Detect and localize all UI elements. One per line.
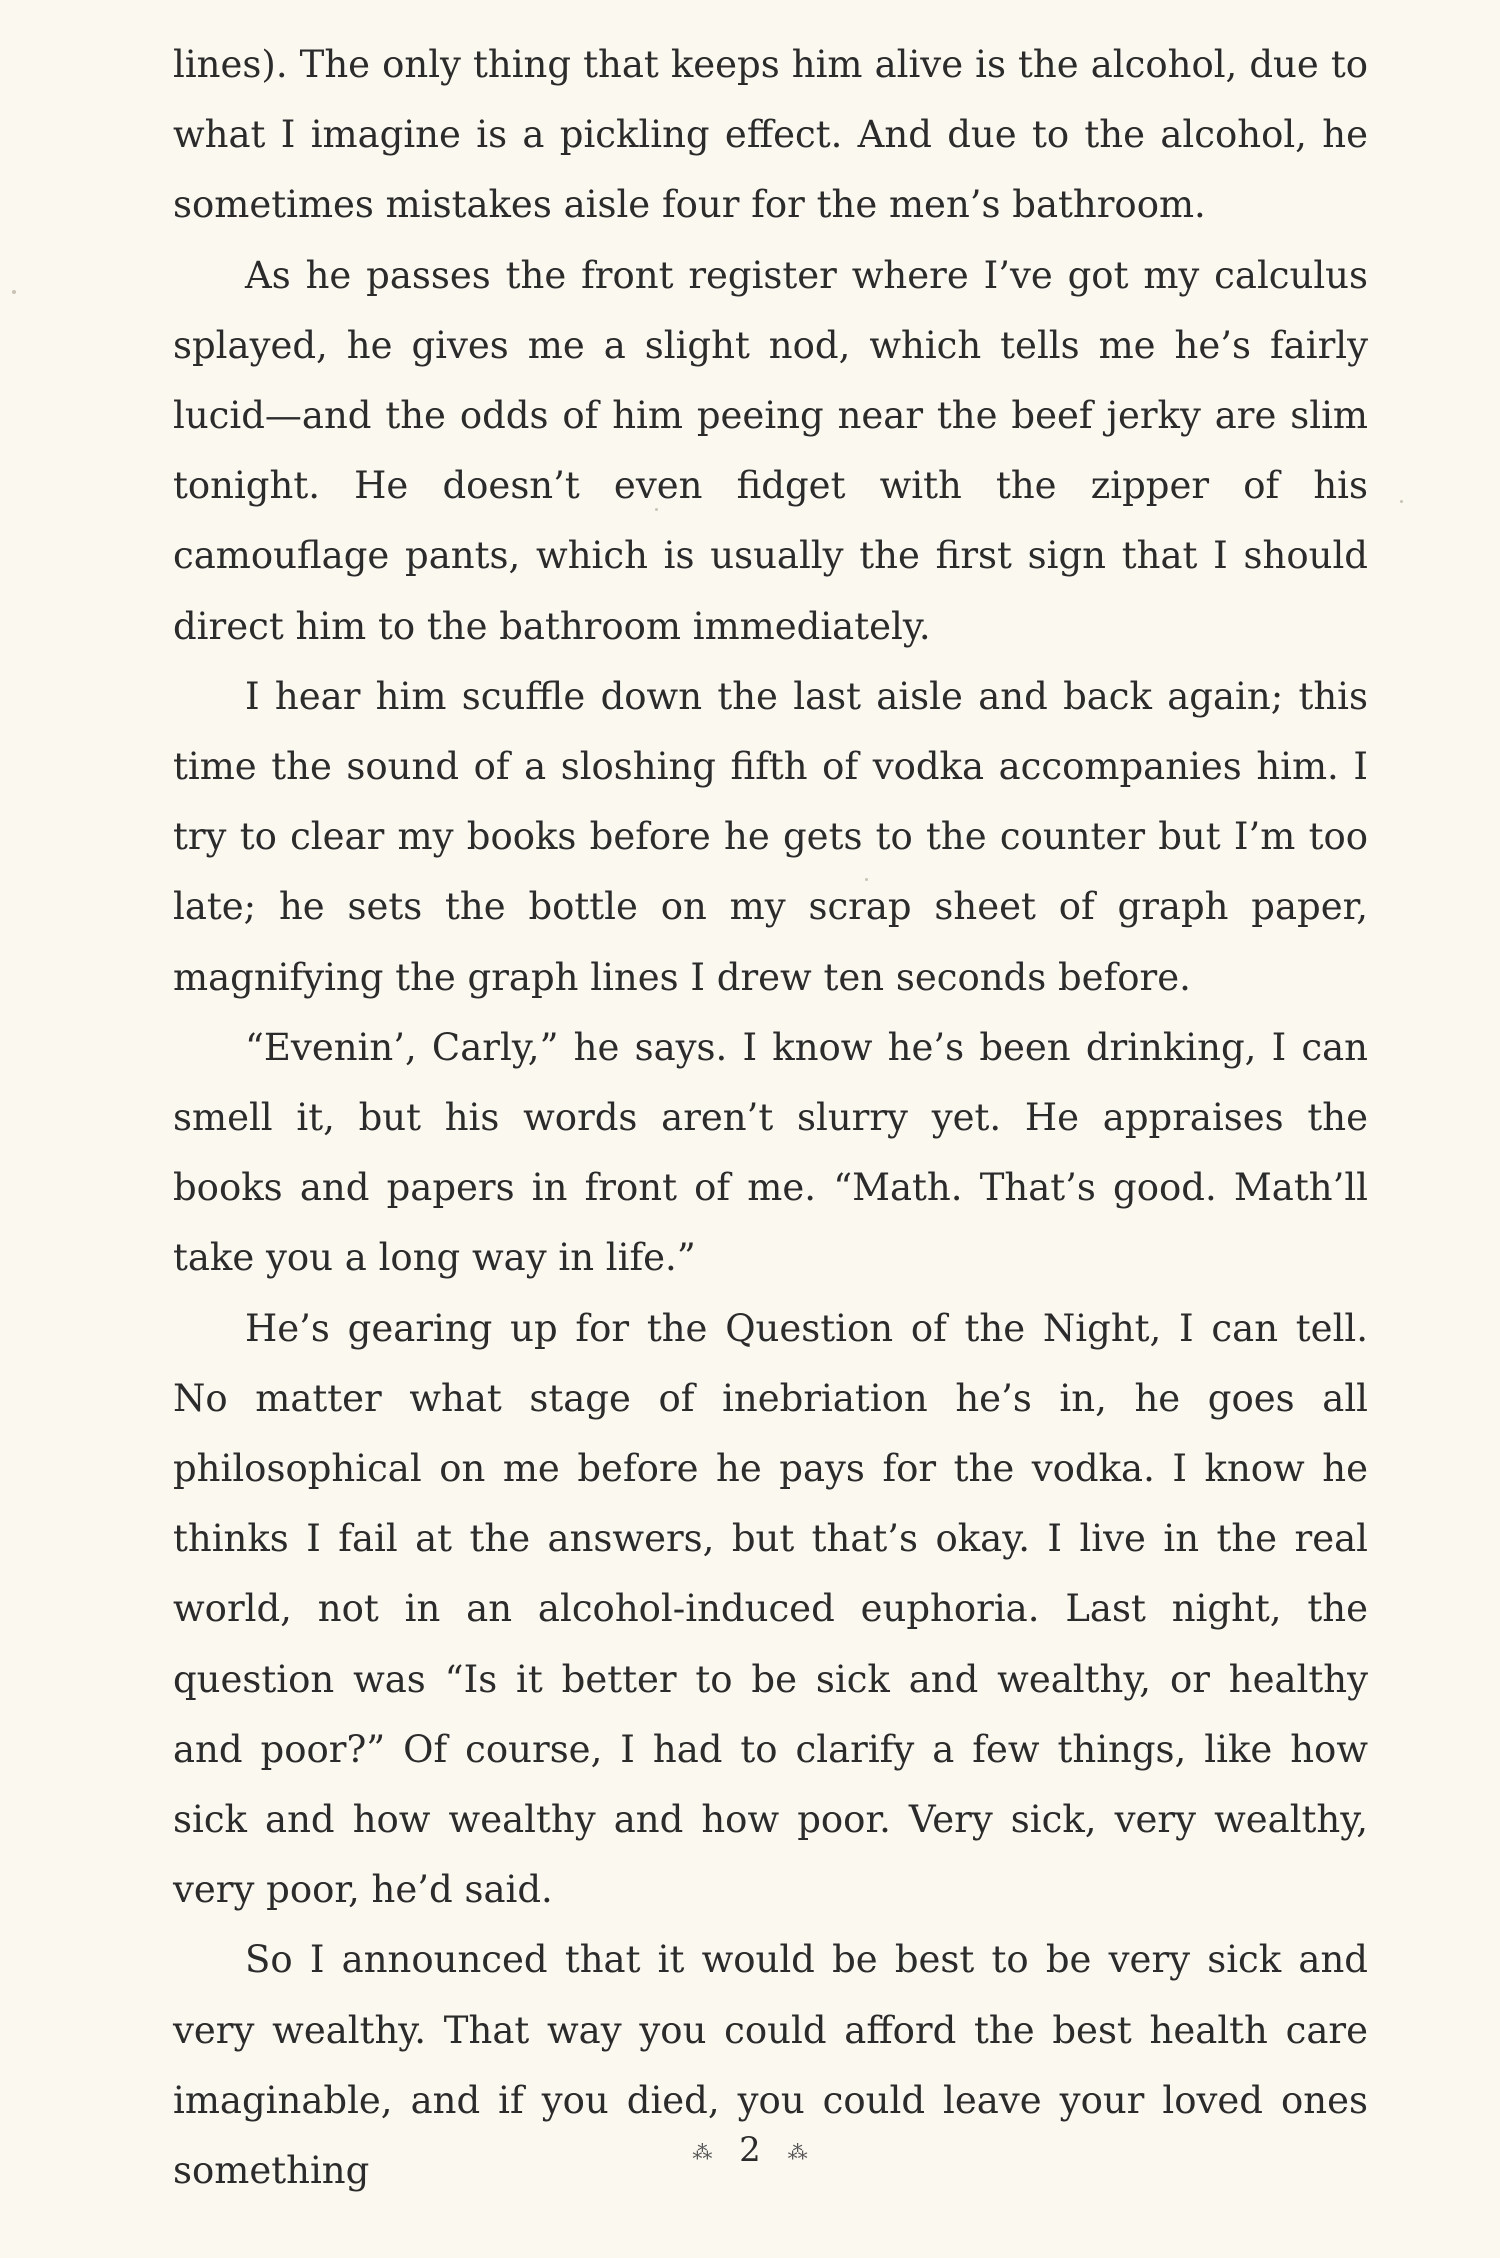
paragraph-4: “Evenin’, Carly,” he says. I know he’s been drinking, I can smell it, but his words aren’t slurry yet. He appraises the books and papers in front of me. “Math. That’s good. Math’ll take you a long way in life.” [173,1025,1368,1280]
paper-speck [865,878,868,881]
ornament-right-icon: ⁂ [787,2140,808,2164]
paragraph-2: As he passes the front register where I’ve got my calculus splayed, he gives me a slight nod, which tells me he’s fairly lucid—and the odds of him peeing near the beef jerky are slim tonight. He doesn’t even fidget with the zipper of his camouflage pants, which is usually the first sign that I should direct him to the bathroom immediately. [173,253,1368,648]
page-number: 2 [739,2130,761,2170]
page-footer [0,2130,1500,2170]
paper-speck [655,508,658,511]
body-text [173,30,1368,2206]
ornament-left-icon: ⁂ [692,2140,713,2164]
paragraph-5: He’s gearing up for the Question of the Night, I can tell. No matter what stage of inebriation he’s in, he goes all philosophical on me before he pays for the vodka. I know he thinks I fail at the answers, but that’s okay. I live in the real world, not in an alcohol-induced euphoria. Last night, the question was “Is it better to be sick and wealthy, or healthy and poor?” Of course, I had to clarify a few things, like how sick and how wealthy and how poor. Very sick, very wealthy, very poor, he’d said. [173,1306,1368,1912]
paragraph-3: I hear him scuffle down the last aisle and back again; this time the sound of a sloshing fifth of vodka accompanies him. I try to clear my books before he gets to the counter but I’m too late; he sets the bottle on my scrap sheet of graph paper, magnifying the graph lines I drew ten seconds before. [173,674,1368,999]
paper-speck [12,290,16,294]
paragraph-6: So I announced that it would be best to be very sick and very wealthy. That way you could afford the best health care imaginable, and if you died, you could leave your loved ones something [173,1938,1368,2193]
paper-speck [1400,500,1403,503]
paragraph-1: lines). The only thing that keeps him alive is the alcohol, due to what I imagine is a pickling effect. And due to the alcohol, he sometimes mistakes aisle four for the men’s bathroom. [173,43,1368,227]
